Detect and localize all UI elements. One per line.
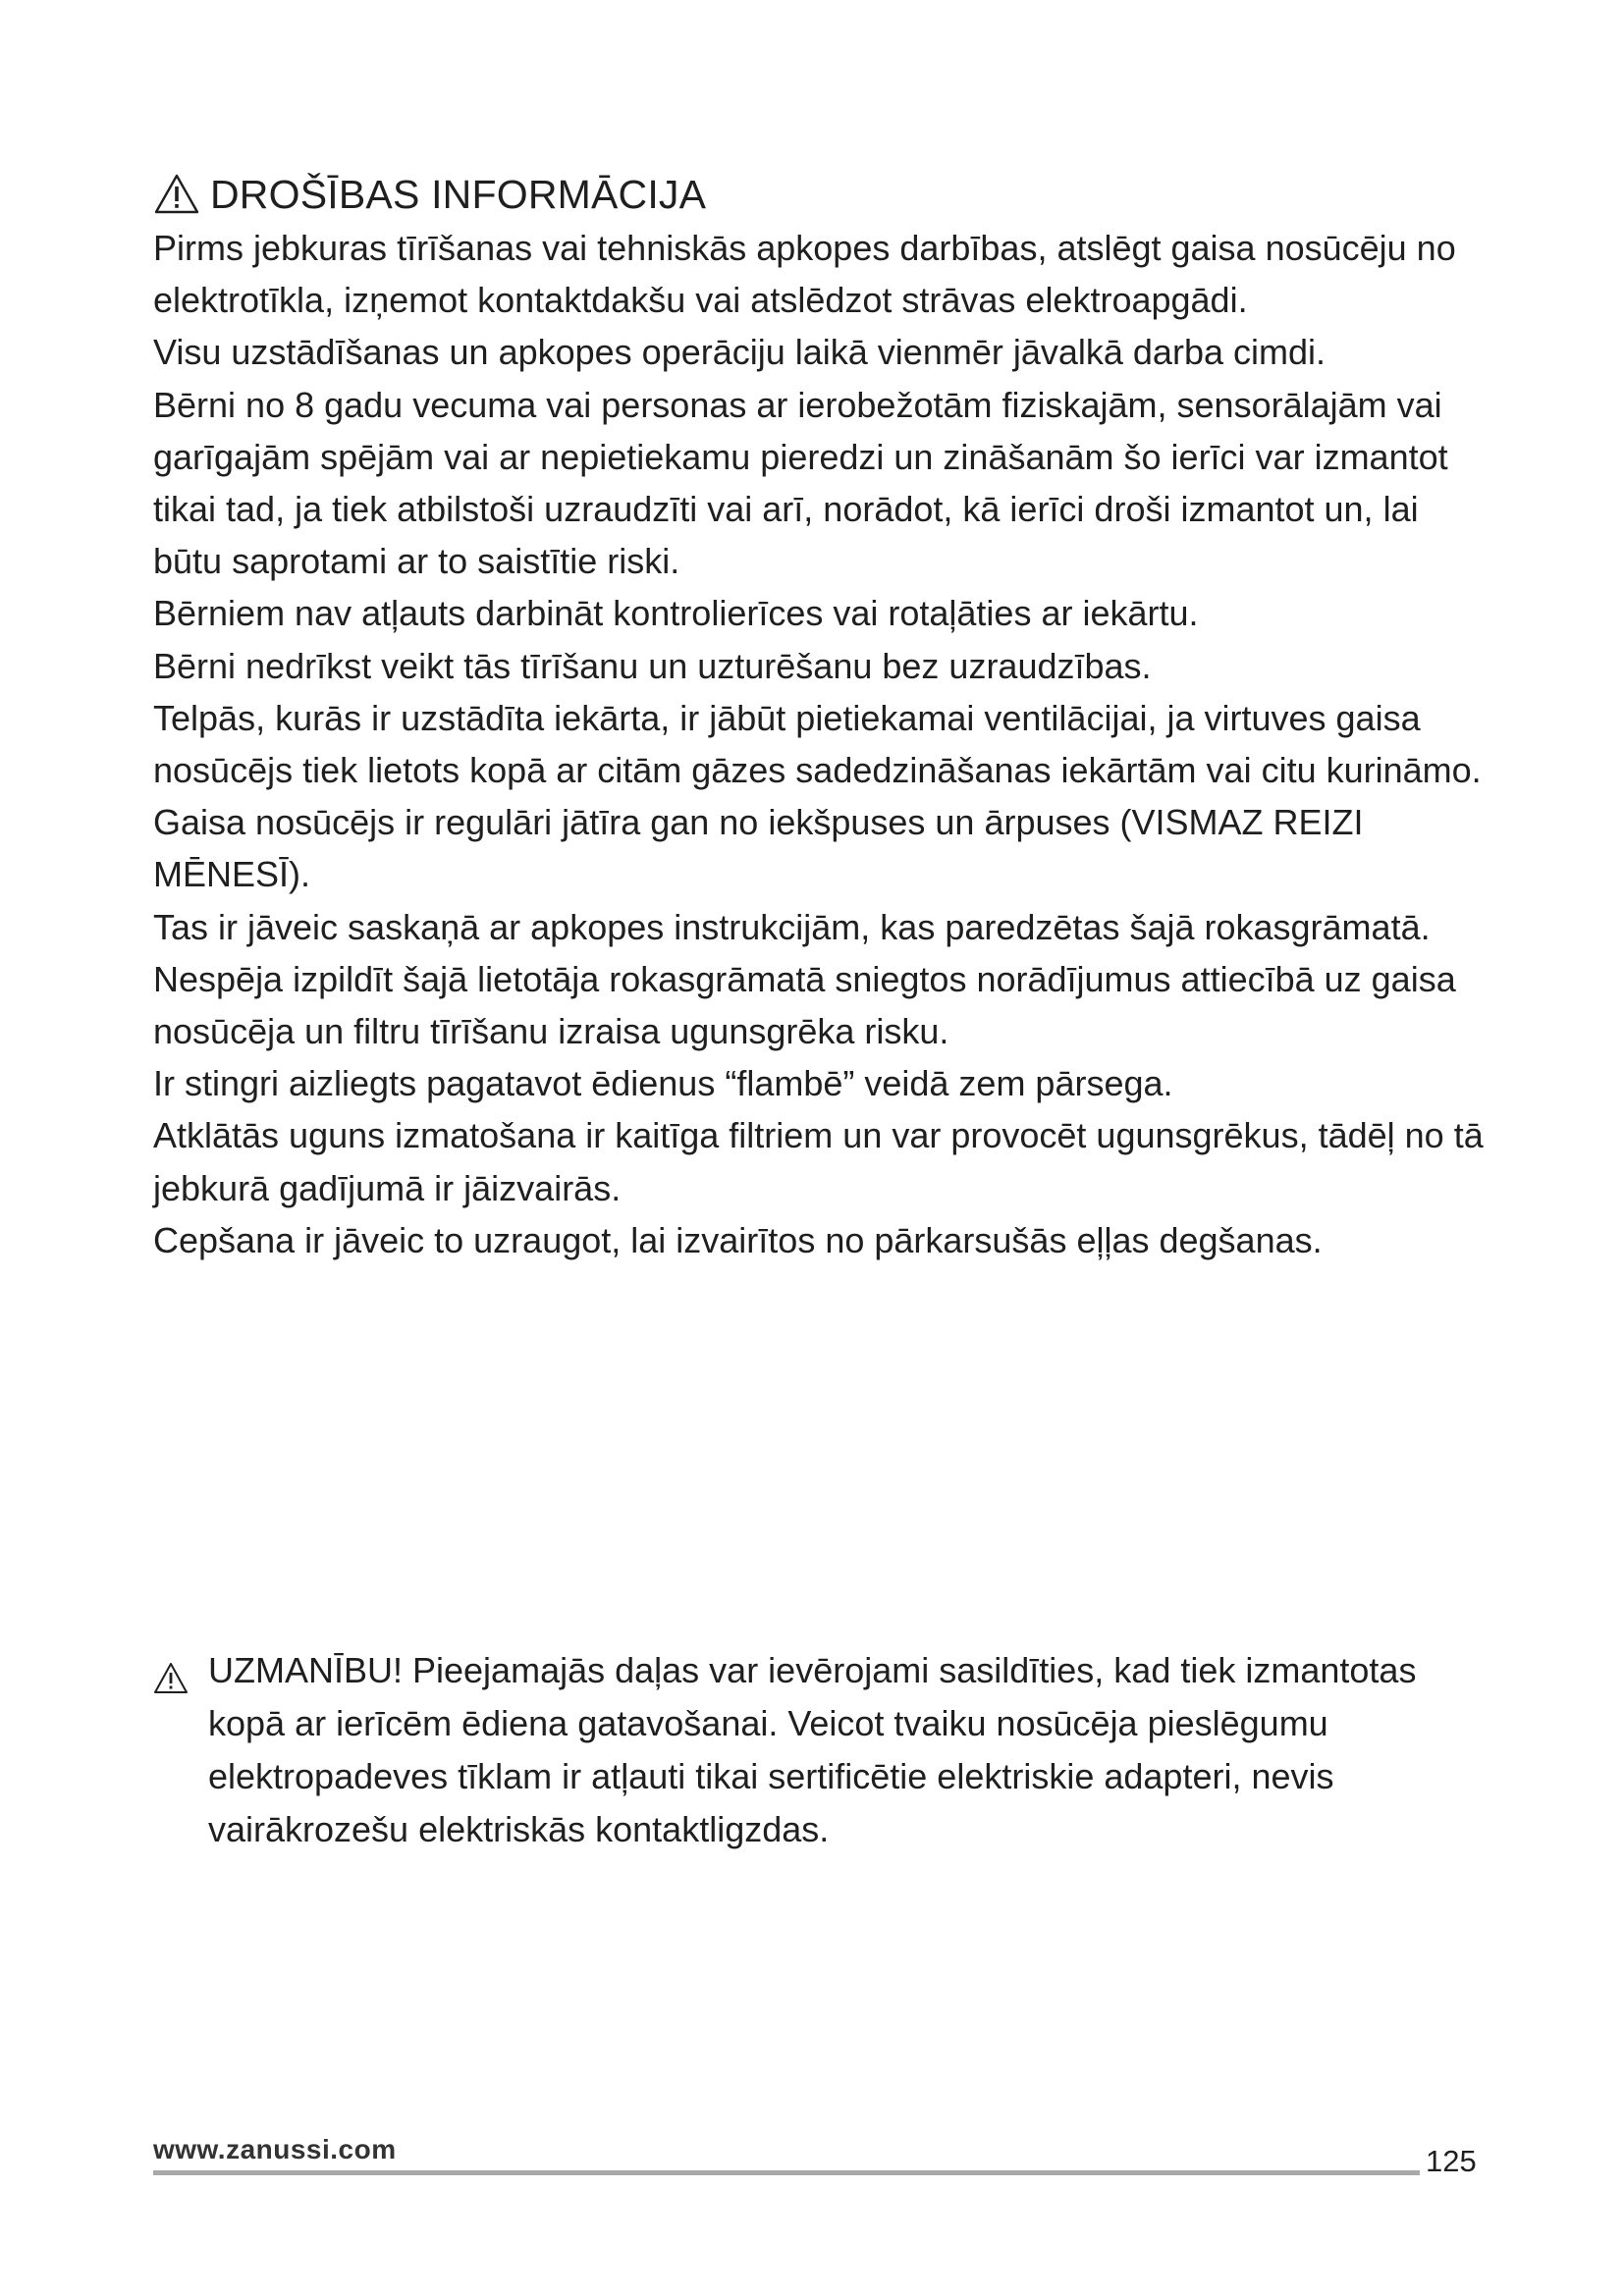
paragraph: Cepšana ir jāveic to uzraugot, lai izvairītos no pārkarsušās eļļas degšanas. — [153, 1219, 1323, 1260]
paragraph: Bērni no 8 gadu vecuma vai personas ar ierobežotām fiziskajām, sensorālajām vai garīgajām spējām vai ar nepietiekamu pieredzi un zināšanām šo ierīci var izmantot tikai tad, ja tiek atbilstoši uzraudzīti vai arī, norādot, kā ierīci droši izmantot un, lai būtu saprotami ar to saistītie riski. — [153, 384, 1448, 582]
paragraph: Bērniem nav atļauts darbināt kontrolierīces vai rotaļāties ar iekārtu. — [153, 593, 1199, 634]
paragraph: Telpās, kurās ir uzstādīta iekārta, ir jābūt pietiekamai ventilācijai, ja virtuves gaisa nosūcējs tiek lietots kopā ar citām gāzes sadedzināšanas iekārtām vai citu kurināmo. — [153, 697, 1482, 791]
paragraph: Gaisa nosūcējs ir regulāri jātīra gan no iekšpuses un ārpuses (VISMAZ REIZI MĒNESĪ). — [153, 802, 1364, 895]
page-number: 125 — [1426, 2144, 1477, 2178]
caution-triangle-icon — [153, 1662, 189, 1695]
footer-divider — [153, 2170, 1420, 2175]
safety-paragraphs — [153, 222, 1489, 1266]
paragraph: Bērni nedrīkst veikt tās tīrīšanu un uzturēšanu bez uzraudzības. — [153, 645, 1152, 686]
caution-text: UZMANĪBU! Pieejamajās daļas var ievērojami sasildīties, kad tiek izmantotas kopā ar ierīcēm ēdiena gatavošanai. Veicot tvaiku nosūcēja pieslēgumu elektropadeves tīklam ir atļauti tikai sertificētie elektriskie adapteri, nevis vairākrozešu elektriskās kontaktligzdas. — [208, 1650, 1417, 1849]
paragraph: Atklātās uguns izmatošana ir kaitīga filtriem un var provocēt ugunsgrēkus, tādēļ no tā jebkurā gadījumā ir jāizvairās. — [153, 1115, 1484, 1208]
paragraph: Nespēja izpildīt šajā lietotāja rokasgrāmatā sniegtos norādījumus attiecībā uz gaisa nosūcēja un filtru tīrīšanu izraisa ugunsgrēka risku. — [153, 958, 1456, 1052]
page-title: DROŠĪBAS INFORMĀCIJA — [210, 172, 707, 217]
paragraph: Ir stingri aizliegts pagatavot ēdienus “flambē” veidā zem pārsega. — [153, 1063, 1173, 1104]
warning-triangle-icon — [153, 173, 200, 216]
paragraph: Tas ir jāveic saskaņā ar apkopes instrukcijām, kas paredzētas šajā rokasgrāmatā. — [153, 906, 1431, 947]
paragraph: Pirms jebkuras tīrīšanas vai tehniskās apkopes darbības, atslēgt gaisa nosūcēju no elektrotīkla, izņemot kontaktdakšu vai atslēdzot strāvas elektroapgādi. — [153, 228, 1456, 321]
website-link[interactable]: www.zanussi.com — [153, 2134, 397, 2164]
caution-block — [153, 1644, 1489, 1856]
paragraph: Visu uzstādīšanas un apkopes operāciju laikā vienmēr jāvalkā darba cimdi. — [153, 332, 1326, 373]
section-heading — [153, 167, 706, 222]
